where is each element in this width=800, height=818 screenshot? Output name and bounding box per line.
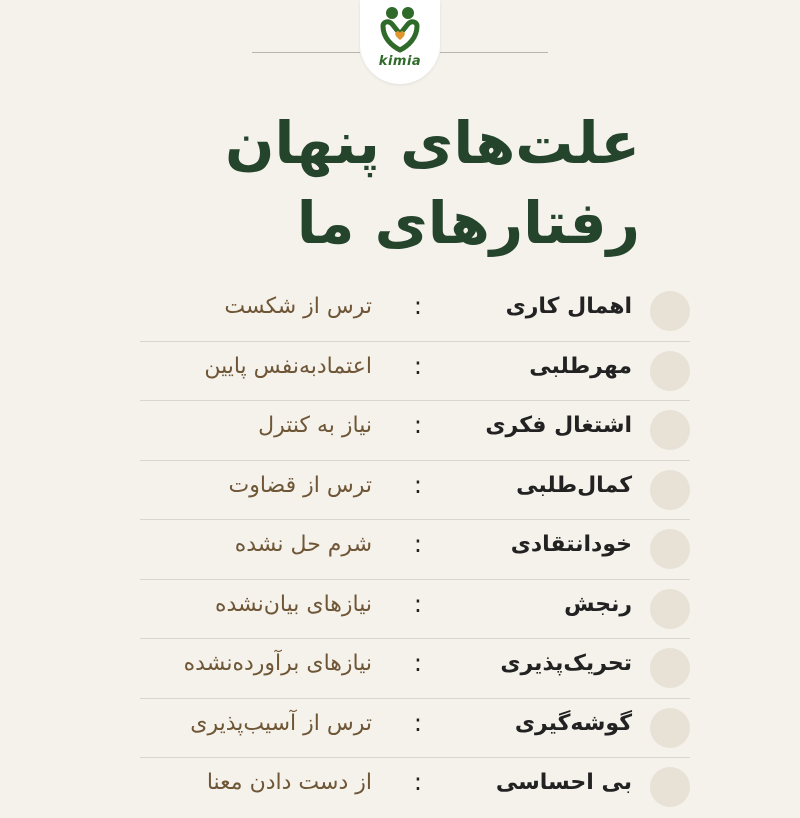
bullet-circle	[650, 767, 690, 807]
separator: :	[413, 708, 422, 737]
separator: :	[413, 292, 422, 320]
cause-label: ترس از آسیب‌پذیری	[190, 710, 372, 736]
header-divider-right	[440, 52, 548, 53]
two-people-heart-icon	[378, 4, 422, 56]
logo-badge	[360, 0, 440, 84]
cause-label: نیازهای برآورده‌نشده	[183, 651, 372, 676]
separator: :	[413, 649, 422, 677]
page-title-line-2: رفتارهای ما	[296, 189, 640, 257]
list-item	[120, 401, 690, 461]
list-item	[120, 580, 690, 640]
behavior-label: مهرطلبی	[529, 353, 632, 379]
list-item	[120, 699, 690, 759]
bullet-circle	[650, 410, 690, 450]
bullet-circle	[650, 529, 690, 569]
list-item	[120, 520, 690, 580]
header-divider-left	[252, 52, 360, 53]
behavior-label: بی احساسی	[495, 770, 632, 795]
behavior-label: خودانتقادی	[510, 532, 632, 557]
separator: :	[413, 351, 422, 380]
bullet-circle	[650, 648, 690, 688]
list-item	[120, 342, 690, 402]
behavior-label: تحریک‌پذیری	[500, 651, 632, 676]
separator: :	[413, 589, 422, 618]
list-item	[120, 461, 690, 521]
bullet-circle	[650, 470, 690, 510]
separator: :	[413, 768, 422, 796]
list-item	[120, 758, 690, 818]
list-item	[120, 282, 690, 342]
bullet-circle	[650, 589, 690, 629]
behavior-label: کمال‌طلبی	[516, 472, 632, 498]
cause-label: ترس از شکست	[224, 294, 372, 319]
behavior-label: رنجش	[564, 591, 632, 617]
cause-label: از دست دادن معنا	[206, 770, 372, 795]
bullet-circle	[650, 708, 690, 748]
behavior-label: گوشه‌گیری	[514, 710, 632, 736]
cause-label: نیاز به کنترل	[258, 413, 372, 438]
page-title-line-1: علت‌های پنهان	[224, 109, 640, 177]
cause-label: اعتمادبه‌نفس پایین	[204, 353, 372, 379]
cause-label: نیازهای بیان‌نشده	[214, 591, 372, 617]
separator: :	[413, 411, 422, 439]
behavior-cause-list	[120, 282, 690, 818]
bullet-circle	[650, 291, 690, 331]
behavior-label: اهمال کاری	[505, 294, 632, 319]
list-item	[120, 639, 690, 699]
logo-wordmark: kimia	[378, 54, 422, 69]
separator: :	[413, 530, 422, 558]
separator: :	[413, 470, 422, 499]
cause-label: ترس از قضاوت	[228, 472, 372, 498]
behavior-label: اشتغال فکری	[485, 413, 632, 438]
cause-label: شرم حل نشده	[234, 532, 372, 557]
bullet-circle	[650, 351, 690, 391]
